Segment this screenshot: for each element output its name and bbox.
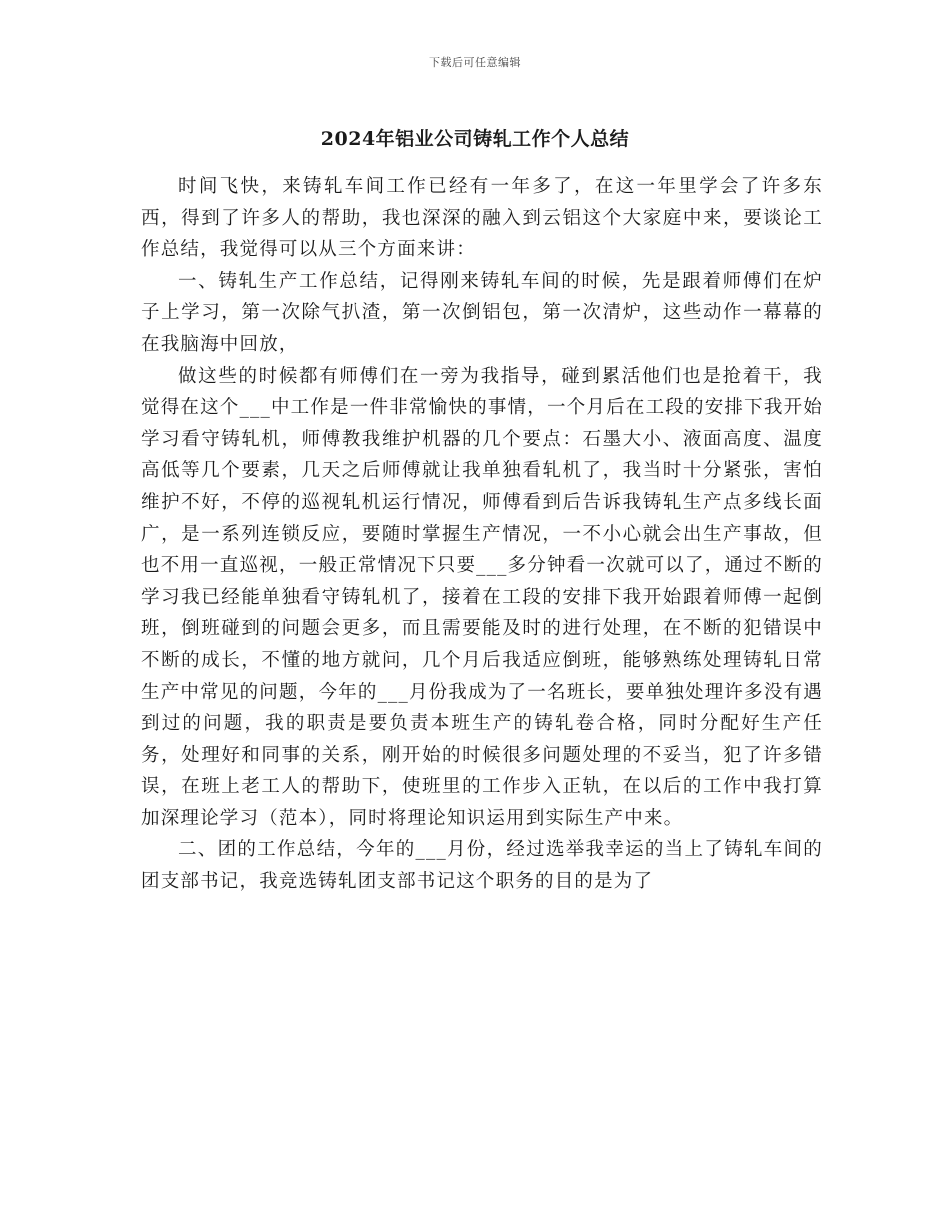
header-note: 下载后可任意编辑 — [429, 56, 521, 69]
paragraph-section-2: 二、团的工作总结，今年的___月份，经过选举我幸运的当上了铸轧车间的团支部书记，我竞选铸轧团支部书记这个职务的目的是为了 — [141, 839, 823, 893]
paragraph-section-1: 一、铸轧生产工作总结，记得刚来铸轧车间的时候，先是跟着师傅们在炉子上学习，第一次除气扒渣，第一次倒铝包，第一次清炉，这些动作一幕幕的在我脑海中回放， — [141, 270, 823, 355]
document-body — [141, 171, 823, 898]
document-title: 2024年铝业公司铸轧工作个人总结 — [320, 128, 630, 150]
paragraph-intro: 时间飞快，来铸轧车间工作已经有一年多了，在这一年里学会了许多东西，得到了许多人的帮助，我也深深的融入到云铝这个大家庭中来，要谈论工作总结，我觉得可以从三个方面来讲： — [141, 176, 823, 261]
paragraph-section-1-detail: 做这些的时候都有师傅们在一旁为我指导，碰到累活他们也是抢着干，我觉得在这个___中工作是一件非常愉快的事情，一个月后在工段的安排下我开始学习看守铸轧机，师傅教我维护机器的几个要点：石墨大小、液面高度、温度高低等几个要素，几天之后师傅就让我单独看轧机了，我当时十分紧张，害怕维护不好，不停的巡视轧机运行情况，师傅看到后告诉我铸轧生产点多线长面广，是一系列连锁反应，要随时掌握生产情况，一不小心就会出生产事故，但也不用一直巡视，一般正常情况下只要___多分钟看一次就可以了，通过不断的学习我已经能单独看守铸轧机了，接着在工段的安排下我开始跟着师傅一起倒班，倒班碰到的问题会更多，而且需要能及时的进行处理，在不断的犯错误中不断的成长，不懂的地方就问，几个月后我适应倒班，能够熟练处理铸轧日常生产中常见的问题，今年的___月份我成为了一名班长，要单独处理许多没有遇到过的问题，我的职责是要负责本班生产的铸轧卷合格，同时分配好生产任务，处理好和同事的关系，刚开始的时候很多问题处理的不妥当，犯了许多错误，在班上老工人的帮助下，使班里的工作步入正轨，在以后的工作中我打算加深理论学习（范本），同时将理论知识运用到实际生产中来。 — [141, 365, 823, 829]
